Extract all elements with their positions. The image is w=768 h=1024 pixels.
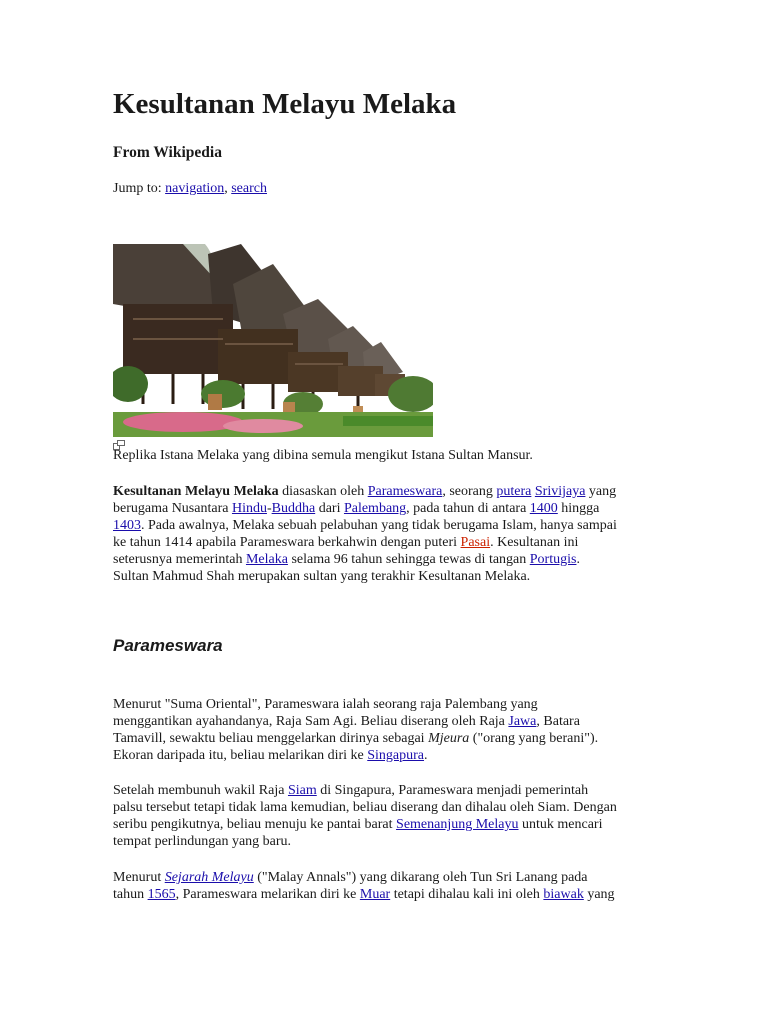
text: palsu tersebut tetapi tidak lama kemudian, beliau diserang dan dihalau oleh Siam. Dengan — [113, 800, 617, 815]
text: tahun — [113, 887, 148, 902]
text: berugama Nusantara — [113, 501, 232, 516]
intro-line-3 — [113, 517, 661, 534]
text: Menurut — [113, 870, 165, 885]
text: tetapi dihalau kali ini oleh — [390, 887, 544, 902]
link-1400[interactable]: 1400 — [529, 501, 558, 516]
link-portugis[interactable]: Portugis — [529, 552, 577, 567]
link-1565[interactable]: 1565 — [147, 887, 176, 902]
intro-line-2 — [113, 500, 661, 517]
intro-line-1 — [113, 483, 661, 500]
italic-term: Mjeura — [428, 731, 470, 746]
text: , seorang — [442, 484, 497, 499]
text: Menurut "Suma Oriental", Parameswara ialah seorang raja Palembang yang — [113, 697, 538, 712]
palace-illustration — [113, 244, 433, 437]
text: tempat perlindungan yang baru. — [113, 834, 292, 849]
link-parameswara[interactable]: Parameswara — [367, 484, 443, 499]
text: ("Malay Annals") yang dikarang oleh Tun Sri Lanang pada — [253, 870, 588, 885]
link-melaka[interactable]: Melaka — [245, 552, 288, 567]
text: ke tahun 1414 apabila Parameswara berkahwin dengan puteri — [113, 535, 461, 550]
search-link[interactable]: search — [231, 181, 267, 196]
text: ("orang yang berani"). — [469, 731, 599, 746]
text: . Kesultanan ini — [490, 535, 579, 550]
p2-line-2 — [113, 799, 661, 816]
navigation-link[interactable]: navigation — [165, 181, 225, 196]
text: untuk mencari — [518, 817, 603, 832]
p1-line-1 — [113, 696, 661, 713]
p1-line-4 — [113, 747, 661, 764]
text: . — [576, 552, 580, 567]
text: menggantikan ayahandanya, Raja Sam Agi. Beliau diserang oleh Raja — [113, 714, 509, 729]
text: dari — [315, 501, 344, 516]
p2-line-4 — [113, 833, 661, 850]
text: seribu pengikutnya, beliau menuju ke pantai barat — [113, 817, 397, 832]
p2-line-1 — [113, 782, 661, 799]
text: Tamavill, sewaktu beliau menggelarkan dirinya sebagai — [113, 731, 429, 746]
p1-line-2 — [113, 713, 661, 730]
text: . Pada awalnya, Melaka sebuah pelabuhan yang tidak berugama Islam, hanya sampai — [141, 518, 617, 533]
text: diasaskan oleh — [278, 484, 368, 499]
link-putera[interactable]: putera — [496, 484, 532, 499]
intro-line-5 — [113, 551, 661, 568]
link-semenanjung-melayu[interactable]: Semenanjung Melayu — [396, 817, 519, 832]
link-muar[interactable]: Muar — [359, 887, 391, 902]
text: yang — [585, 484, 617, 499]
paragraph-2 — [113, 782, 661, 850]
p3-line-2 — [113, 886, 661, 903]
text: yang — [583, 887, 615, 902]
link-pasai[interactable]: Pasai — [460, 535, 491, 550]
page-subtitle: From Wikipedia — [113, 144, 222, 161]
link-biawak[interactable]: biawak — [543, 887, 584, 902]
text: Sultan Mahmud Shah merupakan sultan yang terakhir Kesultanan Melaka. — [113, 569, 531, 584]
p1-line-3 — [113, 730, 661, 747]
text: , pada tahun di antara — [406, 501, 530, 516]
istana-melaka-photo[interactable] — [113, 244, 433, 437]
text: - — [266, 501, 272, 516]
text: . — [424, 748, 428, 763]
link-palembang[interactable]: Palembang — [343, 501, 407, 516]
jump-separator: , — [224, 181, 232, 196]
text: , Parameswara melarikan diri ke — [175, 887, 360, 902]
text: seterusnya memerintah — [113, 552, 246, 567]
link-buddha[interactable]: Buddha — [271, 501, 316, 516]
text: Setelah membunuh wakil Raja — [113, 783, 288, 798]
intro-paragraph — [113, 483, 661, 585]
link-srivijaya[interactable]: Srivijaya — [534, 484, 586, 499]
paragraph-1 — [113, 696, 661, 764]
text: hingga — [557, 501, 600, 516]
link-singapura[interactable]: Singapura — [367, 748, 425, 763]
page-title: Kesultanan Melayu Melaka — [113, 88, 457, 120]
jump-links — [113, 181, 267, 197]
image-caption: Replika Istana Melaka yang dibina semula mengikut Istana Sultan Mansur. — [113, 448, 533, 463]
text: di Singapura, Parameswara menjadi pemerintah — [316, 783, 589, 798]
link-siam[interactable]: Siam — [287, 783, 317, 798]
paragraph-3 — [113, 869, 661, 903]
intro-line-6 — [113, 568, 661, 585]
intro-line-4 — [113, 534, 661, 551]
image-link-icon[interactable] — [113, 437, 125, 447]
link-sejarah-melayu[interactable]: Sejarah Melayu — [164, 870, 254, 885]
p2-line-3 — [113, 816, 661, 833]
text: selama 96 tahun sehingga tewas di tangan — [287, 552, 530, 567]
text: Ekoran daripada itu, beliau melarikan diri ke — [113, 748, 368, 763]
p3-line-1 — [113, 869, 661, 886]
section-heading-parameswara: Parameswara — [113, 636, 223, 655]
link-hindu[interactable]: Hindu — [231, 501, 267, 516]
bold-title: Kesultanan Melayu Melaka — [113, 484, 279, 499]
link-1403[interactable]: 1403 — [113, 518, 141, 533]
link-jawa[interactable]: Jawa — [508, 714, 537, 729]
text: , Batara — [536, 714, 580, 729]
jump-label: Jump to: — [113, 181, 166, 196]
